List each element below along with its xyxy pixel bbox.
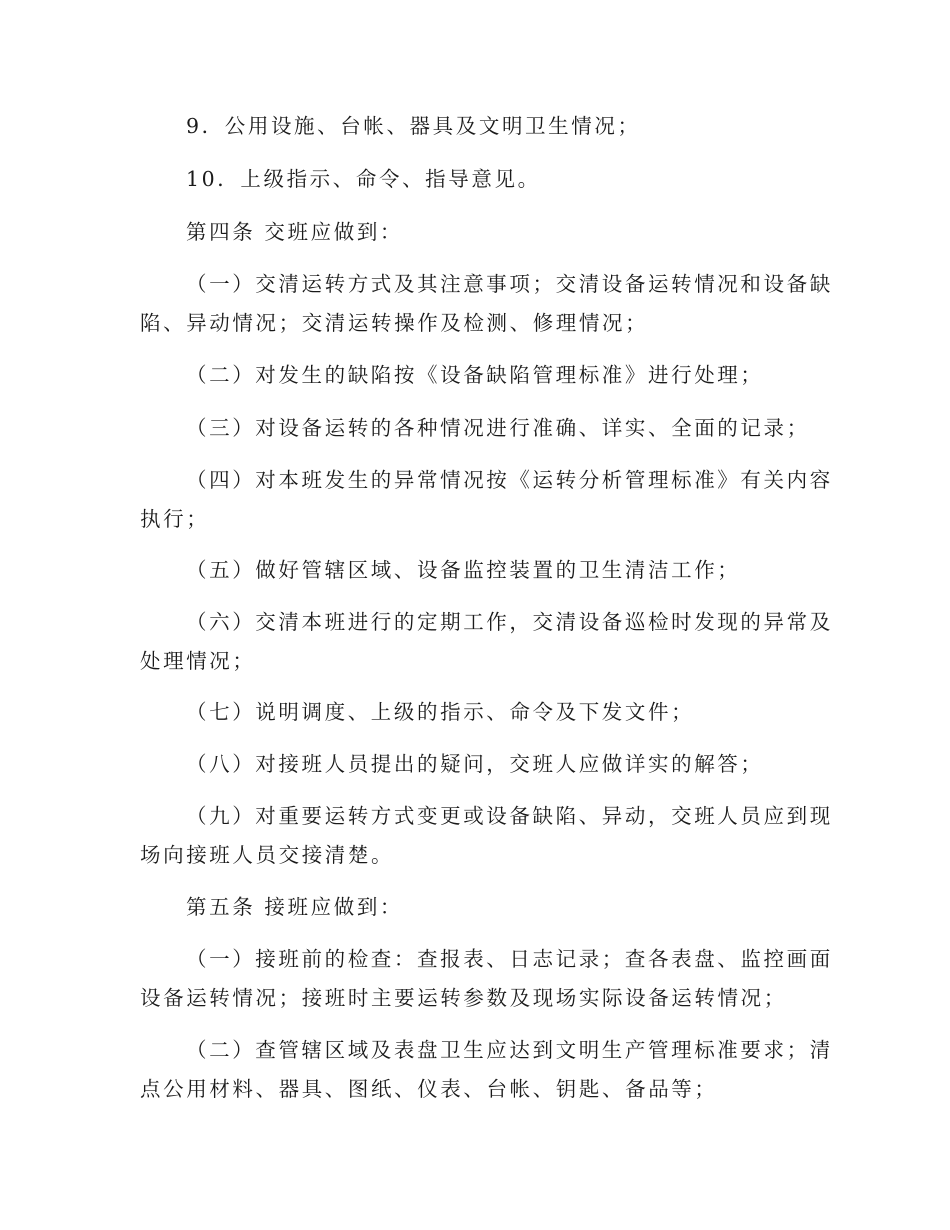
article-5-item-1-line-1: （一）接班前的检查：查报表、日志记录；查各表盘、监控画面 — [186, 947, 833, 971]
article-5-item-2-line-2: 点公用材料、器具、图纸、仪表、台帐、钥匙、备品等； — [140, 1077, 718, 1101]
article-5-item-2-line-1: （二）查管辖区域及表盘卫生应达到文明生产管理标准要求；清 — [186, 1038, 833, 1062]
article-5-heading: 第五条 接班应做到： — [186, 895, 404, 919]
article-4-item-6-line-2: 处理情况； — [140, 649, 256, 673]
article-4-item-8-line: （八）对接班人员提出的疑问，交班人应做详实的解答； — [186, 752, 764, 776]
article-4-item-9-line-2: 场向接班人员交接清楚。 — [140, 843, 395, 867]
article-4-item-3-line: （三）对设备运转的各种情况进行准确、详实、全面的记录； — [186, 416, 810, 440]
item-10-line: 10．上级指示、命令、指导意见。 — [186, 167, 541, 191]
article-4-item-2-line: （二）对发生的缺陷按《设备缺陷管理标准》进行处理； — [186, 363, 764, 387]
item-9-line: 9．公用设施、台帐、器具及文明卫生情况； — [186, 114, 641, 138]
article-4-item-9-line-1: （九）对重要运转方式变更或设备缺陷、异动，交班人员应到现 — [186, 804, 833, 828]
article-4-item-6-line-1: （六）交清本班进行的定期工作，交清设备巡检时发现的异常及 — [186, 610, 833, 634]
article-4-heading: 第四条 交班应做到： — [186, 220, 404, 244]
article-4-item-1-line-1: （一）交清运转方式及其注意事项；交清设备运转情况和设备缺 — [186, 272, 833, 296]
article-4-item-4-line-2: 执行； — [140, 507, 210, 531]
article-4-item-7-line: （七）说明调度、上级的指示、命令及下发文件； — [186, 700, 695, 724]
article-5-item-1-line-2: 设备运转情况；接班时主要运转参数及现场实际设备运转情况； — [140, 986, 787, 1010]
article-4-item-5-line: （五）做好管辖区域、设备监控装置的卫生清洁工作； — [186, 558, 741, 582]
article-4-item-4-line-1: （四）对本班发生的异常情况按《运转分析管理标准》有关内容 — [186, 468, 833, 492]
article-4-item-1-line-2: 陷、异动情况；交清运转操作及检测、修理情况； — [140, 311, 649, 335]
